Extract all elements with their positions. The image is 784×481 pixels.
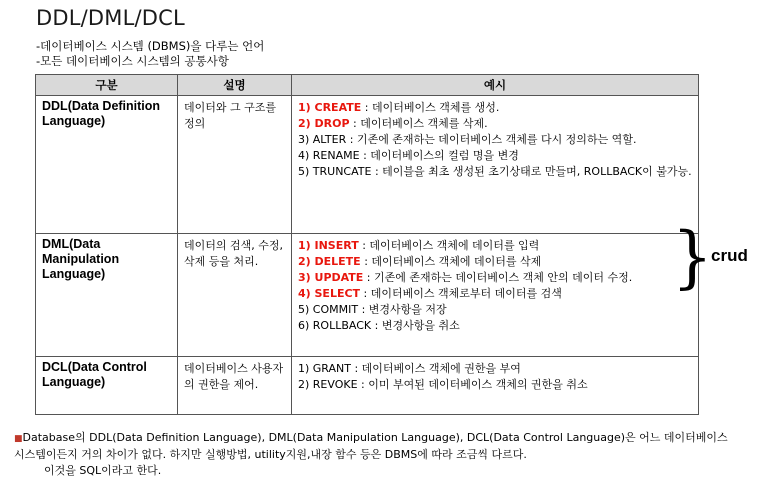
example-item	[298, 148, 692, 164]
example-text: 6) ROLLBACK : 변경사항을 취소	[298, 319, 460, 332]
example-keyword: 4) SELECT	[298, 287, 361, 300]
crud-label: crud	[711, 246, 748, 265]
table-row-dcl	[36, 357, 699, 415]
example-text: : 기존에 존재하는 데이터베이스 객체 안의 데이터 수정.	[363, 271, 633, 284]
example-item	[298, 318, 692, 334]
example-text: : 데이터베이스 객체를 삭제.	[349, 117, 488, 130]
example-keyword: 1) INSERT	[298, 239, 359, 252]
intro-line: -모든 데이터베이스 시스템의 공통사항	[36, 54, 229, 68]
footnote-line: 시스템이든지 거의 차이가 없다. 하지만 실행방법, utility지원,내장 함수 등은 DBMS에 따라 조금씩 다르다.	[14, 448, 527, 461]
intro-line: -데이터베이스 시스템 (DBMS)을 다루는 언어	[36, 39, 265, 53]
category-cell: DML(Data Manipulation Language)	[36, 234, 178, 357]
example-keyword: 3) UPDATE	[298, 271, 364, 284]
example-keyword: 1) CREATE	[298, 101, 362, 114]
example-text: 5) TRUNCATE : 테이블을 최초 생성된 초기상태로 만들며, ROLLBACK이 불가능.	[298, 165, 692, 178]
header-examples: 예시	[292, 75, 699, 96]
example-item	[298, 361, 692, 377]
footnote-line: 이것을 SQL이라고 한다.	[44, 464, 162, 477]
footnote-line	[14, 430, 784, 447]
example-item	[298, 254, 692, 270]
page-title: DDL/DML/DCL	[36, 6, 185, 30]
example-item	[298, 286, 692, 302]
example-text: : 데이터베이스 객체를 생성.	[361, 101, 500, 114]
table-row-dml	[36, 234, 699, 357]
example-item	[298, 164, 692, 180]
examples-cell	[292, 96, 699, 234]
example-keyword: 2) DELETE	[298, 255, 361, 268]
example-item	[298, 270, 692, 286]
footnote	[14, 430, 784, 479]
table-header-row	[36, 75, 699, 96]
description-cell: 데이터와 그 구조를 정의	[178, 96, 292, 234]
bullet-icon: ■	[14, 434, 23, 444]
example-text: : 데이터베이스 객체에 데이터를 입력	[358, 239, 540, 252]
example-item	[298, 100, 692, 116]
category-cell: DDL(Data Definition Language)	[36, 96, 178, 234]
example-keyword: 2) DROP	[298, 117, 350, 130]
header-description: 설명	[178, 75, 292, 96]
sql-language-table	[35, 74, 699, 415]
description-cell: 데이터베이스 사용자의 권한을 제어.	[178, 357, 292, 415]
example-item	[298, 116, 692, 132]
example-item	[298, 132, 692, 148]
description-cell: 데이터의 검색, 수정, 삭제 등을 처리.	[178, 234, 292, 357]
example-text: : 데이터베이스 객체에 데이터를 삭제	[360, 255, 542, 268]
header-category: 구분	[36, 75, 178, 96]
category-cell: DCL(Data Control Language)	[36, 357, 178, 415]
example-text: : 데이터베이스 객체로부터 데이터를 검색	[360, 287, 562, 300]
example-text: 4) RENAME : 데이터베이스의 컬럼 명을 변경	[298, 149, 519, 162]
example-item	[298, 377, 692, 393]
example-text: 5) COMMIT : 변경사항을 저장	[298, 303, 447, 316]
example-text: 3) ALTER : 기존에 존재하는 데이터베이스 객체를 다시 정의하는 역할.	[298, 133, 637, 146]
examples-cell	[292, 234, 699, 357]
footnote-text: Database의 DDL(Data Definition Language), DML(Data Manipulation Language), DCL(Data Control Language)은 어느 데이터베이스	[22, 431, 728, 444]
intro-text	[36, 39, 264, 69]
examples-cell	[292, 357, 699, 415]
curly-brace-icon: }	[672, 218, 713, 297]
table-row-ddl	[36, 96, 699, 234]
example-text: 1) GRANT : 데이터베이스 객체에 권한을 부여	[298, 362, 521, 375]
example-item	[298, 302, 692, 318]
example-text: 2) REVOKE : 이미 부여된 데이터베이스 객체의 권한을 취소	[298, 378, 588, 391]
example-item	[298, 238, 692, 254]
